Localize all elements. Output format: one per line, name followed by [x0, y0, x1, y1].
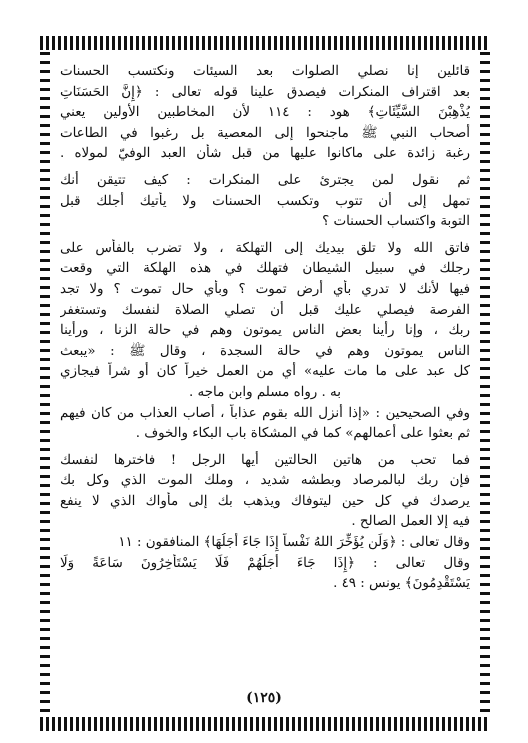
- text-line: ربك ، وإنا رأينا بعض الناس يموتون وهم في حالة الزنا ، ورأينا: [60, 323, 470, 339]
- text-line: رغبة زائدة على ماكانوا عليها من قبل شأن العبد الوفيّ لمولاه .: [60, 146, 470, 162]
- text-line: فيها لأنك لا تدري بأي أرض تموت ؟ وبأي حال تموت ؟ ولا تجد: [60, 281, 470, 297]
- text-line: الناس يموتون وهم في حالة السجدة ، وقال ﷺ : «يبعث: [60, 343, 470, 359]
- text-line: ثم نقول لمن يجترئ على المنكرات : كيف تتيقن أنك: [60, 172, 470, 188]
- bottom-border-ornament: [40, 717, 490, 731]
- text-line: يَسْتَقْدِمُونَ﴾ يونس : ٤٩ .: [333, 576, 470, 592]
- text-line: فاتق الله ولا تلق بيديك إلى التهلكة ، ولا تضرب بالفأس على: [60, 240, 470, 256]
- text-line: تمهل إلى أن تتوب وتكسب الحسنات ولا يأتيك أجلك قبل: [60, 193, 470, 209]
- text-line: فإن ربك لبالمرصاد وبطشه شديد ، وملك الموت الذي وكل بك: [60, 473, 470, 489]
- text-line: به . رواه مسلم وابن ماجه .: [189, 384, 341, 400]
- text-line: بعد اقتراف المنكرات فيصدق علينا قوله تعالى : ﴿إِنَّ الحَسَنَاتِ: [60, 84, 470, 100]
- text-line: التوبة واكتساب الحسنات ؟: [322, 214, 470, 230]
- text-line: وقال تعالى : ﴿إِذَا جَاءَ أَجَلُهُمْ فَلَا يَسْتَأْخِرُونَ سَاعَةً وَلَا: [60, 555, 470, 571]
- text-line: قائلين إنا نصلي الصلوات بعد السيئات ونكتسب الحسنات: [60, 64, 470, 79]
- text-line: كل عبد على ما مات عليه» أي من العمل خيراً كان أو شراً فيجازي: [60, 364, 470, 380]
- page-body-text: [60, 62, 470, 595]
- text-line: الفرصة فيصلي عليك قبل أن تصلي الصلاة لنفسك وتستغفر: [60, 302, 470, 318]
- top-border-ornament: [40, 36, 490, 50]
- text-line: وقال تعالى : ﴿وَلَن يُؤَخِّرَ اللهُ نَفْساً إِذَا جَاءَ أَجَلُهَا﴾ المنافقون : ١١: [118, 535, 470, 551]
- text-line: يرصدك في كل حين ليتوفاك ويذهب بك إلى مأواك الذي لا ينفع: [60, 493, 470, 509]
- text-line: أصحاب النبي ﷺ ماجنحوا إلى المعصية بل رغبوا في الطاعات: [60, 125, 470, 141]
- text-line: وفي الصحيحين : «إذا أنزل الله بقوم عذاباً ، أصاب العذاب من كان فيهم: [60, 405, 470, 421]
- left-border-ornament: [40, 52, 50, 714]
- text-line: فما تحب من هاتين الحالتين أيها الرجل ! فاخترها لنفسك: [60, 452, 470, 468]
- page-number: (١٢٥): [246, 690, 282, 706]
- text-line: رجلك في سبيل الشيطان فتهلك في هذه الهلكة التي وقعت: [60, 261, 470, 277]
- right-border-ornament: [480, 52, 490, 714]
- text-line: فيه إلا العمل الصالح .: [351, 514, 470, 530]
- text-line: يُذْهِبْنَ السَّيِّئَاتِ﴾ هود : ١١٤ لأن المخاطبين الأولين يعني: [60, 105, 470, 121]
- text-line: ثم بعثوا على أعمالهم» كما في المشكاة باب البكاء والخوف .: [135, 426, 470, 442]
